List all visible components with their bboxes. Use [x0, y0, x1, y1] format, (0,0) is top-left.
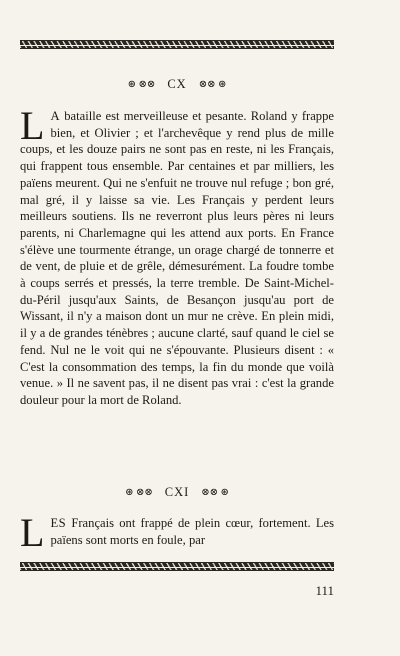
top-ornamental-band: [20, 40, 334, 49]
page-number: 111: [315, 583, 334, 598]
chapter-title: CXI: [164, 484, 190, 499]
lead-small-caps: ES: [50, 516, 67, 530]
paragraph-text: bataille est merveilleuse et pesante. Roland y frappe bien, et Olivier ; et l'archevêque y rend plus de mille coups, et les douze pairs ne sont pas en reste, ni les Français, qui frappent tous ensemble. Par centaines et par milliers, les païens meurent. Qui ne s'enfuit ne trouve nul refuge ; bon gré, mal gré, il y laisse sa vie. Les Français y perdent leurs meilleurs soutiens. Ils ne reverront plus leurs pères ni leurs parents, ni Charlemagne qui les attend aux ports. En France s'élève une tourmente étrange, un orage chargé de tonnerre et de vent, de pluie et de grêle, démesurément. La foudre tombe à coups serrés et pressés, la terre tremble. De Saint-Michel-du-Péril jusqu'aux Saints, de Besançon jusqu'au port de Wissant, il n'y a maison dont un mur ne crève. En plein midi, il y a de grandes ténèbres ; aucune clarté, sauf quand le ciel se fend. Nul ne le voit qui ne s'épouvante. Plusieurs disent : « C'est la consommation des temps, la fin du monde que voilà venue. » Il ne savent pas, il ne disent pas vrai : c'est la grande douleur pour la mort de Roland.: [20, 109, 334, 407]
bottom-ornamental-band: [20, 562, 334, 571]
paragraph-cx: [20, 103, 334, 409]
chapter-heading-cxi: [20, 484, 334, 500]
paragraph-text: Français ont frappé de plein cœur, fortement. Les païens sont morts en foule, par: [50, 516, 334, 547]
ornament-left: ⊛ ⊗⊗: [127, 78, 156, 90]
ornament-right: ⊗⊗ ⊛: [201, 486, 229, 498]
chapter-heading-cx: [20, 76, 334, 92]
drop-cap: L: [20, 510, 45, 555]
drop-cap: L: [20, 103, 45, 148]
lead-small-caps: A: [50, 109, 61, 123]
ornament-left: ⊛ ⊗⊗: [125, 486, 153, 498]
chapter-title: CX: [167, 76, 187, 91]
paragraph-cxi: [20, 510, 334, 555]
ornament-right: ⊗⊗ ⊛: [198, 78, 227, 90]
